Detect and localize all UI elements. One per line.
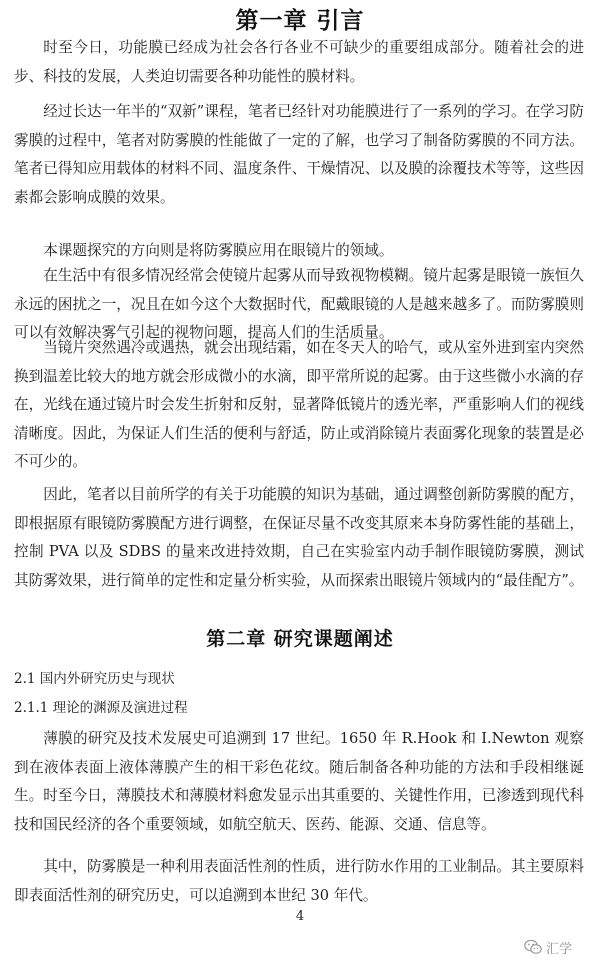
wechat-icon (524, 939, 542, 955)
paragraph: 在生活中有很多情况经常会使镜片起雾从而导致视物模糊。镜片起雾是眼镜一族恒久永远的困扰之一，况且在如今这个大数据时代，配戴眼镜的人是越来越多了。而防雾膜则可以有效解决雾气引起的视物问题，提高人们的生活质量。 (14, 267, 584, 341)
paragraph: 经过长达一年半的“双新”课程，笔者已经针对功能膜进行了一系列的学习。在学习防雾膜的过程中，笔者对防雾膜的性能做了一定的了解，也学习了制备防雾膜的不同方法。笔者已得知应用载体的材料不同、温度条件、干燥情况、以及膜的涂覆技术等等，这些因素都会影响成膜的效果。 (14, 103, 584, 206)
paragraph: 薄膜的研究及技术发展史可追溯到 17 世纪。1650 年 R.Hook 和 I.Newton 观察到在液体表面上液体薄膜产生的相干彩色花纹。随后制备各种功能的方法和手段相继诞生。时至今日，薄膜技术和薄膜材料愈发显示出其重要的、关键性作用，已渗透到现代科技和国民经济的各个重要领域，如航空航天、医药、能源、交通、信息等。 (14, 730, 584, 833)
paragraph: 时至今日，功能膜已经成为社会各行各业不可缺少的重要组成部分。随着社会的进步、科技的发展，人类迫切需要各种功能性的膜材料。 (14, 39, 584, 85)
paragraph: 当镜片突然遇冷或遇热，就会出现结霜，如在冬天人的哈气，或从室外进到室内突然换到温差比较大的地方就会形成微小的水滴，即平常所说的起雾。由于这些微小水滴的存在，光线在通过镜片时会发生折射和反射，显著降低镜片的透光率，严重影响人们的视线清晰度。因此，为保证人们生活的便利与舒适，防止或消除镜片表面雾化现象的装置是必不可少的。 (14, 339, 584, 470)
chapter-2-title: 第二章 研究课题阐述 (206, 628, 394, 650)
page-number: 4 (295, 909, 305, 924)
watermark-text: 汇学 (546, 941, 573, 957)
paragraph: 本课题探究的方向则是将防雾膜应用在眼镜片的领域。 (43, 242, 394, 259)
paragraph: 其中，防雾膜是一种利用表面活性剂的性质，进行防水作用的工业制品。其主要原料即表面活性剂的研究历史，可以追溯到本世纪 30 年代。 (14, 858, 584, 904)
section-heading-2-1-1: 2.1.1 理论的渊源及演进过程 (14, 700, 188, 716)
paragraph: 因此，笔者以目前所学的有关于功能膜的知识为基础，通过调整创新防雾膜的配方，即根据原有眼镜防雾膜配方进行调整，在保证尽量不改变其原来本身防雾性能的基础上，控制 PVA 以及 SDBS 的量来改进持效期，自己在实验室内动手制作眼镜防雾膜，测试其防雾效果，进行简单的定性和定量分析实验，从而探索出眼镜片领域内的“最佳配方”。 (14, 486, 584, 589)
watermark (524, 936, 572, 958)
section-heading-2-1: 2.1 国内外研究历史与现状 (14, 671, 175, 687)
chapter-1-title: 第一章 引言 (235, 8, 365, 34)
